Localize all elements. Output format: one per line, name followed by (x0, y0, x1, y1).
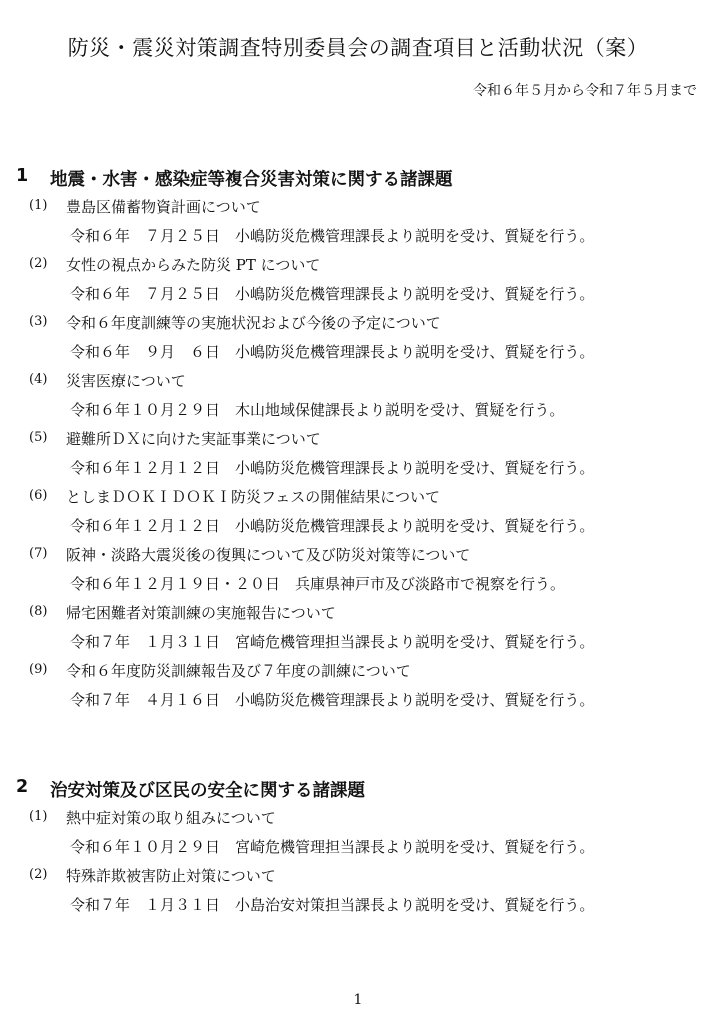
item-detail: 令和７年 １月３１日 宮崎危機管理担当課長より説明を受け、質疑を行う。 (70, 633, 595, 651)
item-title: 熱中症対策の取り組みについて (66, 809, 276, 827)
item-detail: 令和６年１２月１２日 小嶋防災危機管理課長より説明を受け、質疑を行う。 (70, 459, 595, 477)
item-number: (6) (29, 488, 48, 503)
section-2 (0, 777, 716, 923)
item-title: 災害医療について (66, 372, 186, 390)
document-title: 防災・震災対策調査特別委員会の調査項目と活動状況（案） (67, 36, 649, 60)
list-item (0, 660, 716, 718)
item-title: 令和６年度防災訓練報告及び７年度の訓練について (66, 662, 411, 680)
item-title: 豊島区備蓄物資計画について (66, 198, 261, 216)
item-title: 特殊詐欺被害防止対策について (66, 867, 276, 885)
period-text: 令和６年５月から令和７年５月まで (473, 83, 697, 99)
section-number: 2 (16, 777, 29, 797)
list-item (0, 370, 716, 428)
list-item (0, 486, 716, 544)
item-detail: 令和６年 ９月 ６日 小嶋防災危機管理課長より説明を受け、質疑を行う。 (70, 343, 595, 361)
item-number: (4) (29, 372, 48, 387)
list-item (0, 196, 716, 254)
list-item (0, 865, 716, 923)
list-item (0, 807, 716, 865)
section-heading (0, 166, 716, 196)
section-title: 治安対策及び区民の安全に関する諸課題 (50, 781, 365, 801)
list-item (0, 312, 716, 370)
list-item (0, 254, 716, 312)
item-detail: 令和６年１２月１９日・２０日 兵庫県神戸市及び淡路市で視察を行う。 (70, 575, 566, 593)
item-number: (2) (29, 867, 48, 882)
item-title: 帰宅困難者対策訓練の実施報告について (66, 604, 336, 622)
item-detail: 令和６年１２月１２日 小嶋防災危機管理課長より説明を受け、質疑を行う。 (70, 517, 595, 535)
section-number: 1 (16, 166, 29, 186)
item-detail: 令和６年１０月２９日 宮崎危機管理担当課長より説明を受け、質疑を行う。 (70, 838, 595, 856)
item-detail: 令和７年 ４月１６日 小嶋防災危機管理課長より説明を受け、質疑を行う。 (70, 691, 595, 709)
item-detail: 令和７年 １月３１日 小島治安対策担当課長より説明を受け、質疑を行う。 (70, 896, 595, 914)
item-detail: 令和６年 ７月２５日 小嶋防災危機管理課長より説明を受け、質疑を行う。 (70, 227, 595, 245)
item-number: (3) (29, 314, 48, 329)
page-number: 1 (353, 992, 363, 1008)
item-title: 阪神・淡路大震災後の復興について及び防災対策等について (66, 546, 471, 564)
item-number: (2) (29, 256, 48, 271)
list-item (0, 544, 716, 602)
item-number: (7) (29, 546, 48, 561)
item-title: 令和６年度訓練等の実施状況および今後の予定について (66, 314, 441, 332)
list-item (0, 602, 716, 660)
section-heading (0, 777, 716, 807)
item-title: 女性の視点からみた防災 PT について (66, 256, 321, 274)
item-title: としまＤＯＫＩＤＯＫＩ防災フェスの開催結果について (66, 488, 440, 506)
item-detail: 令和６年 ７月２５日 小嶋防災危機管理課長より説明を受け、質疑を行う。 (70, 285, 595, 303)
item-number: (5) (29, 430, 48, 445)
section-title: 地震・水害・感染症等複合災害対策に関する諸課題 (50, 170, 453, 190)
item-title: 避難所ＤＸに向けた実証事業について (66, 430, 321, 448)
list-item (0, 428, 716, 486)
section-1 (0, 166, 716, 718)
item-number: (1) (29, 809, 48, 824)
item-number: (9) (29, 662, 48, 677)
item-detail: 令和６年１０月２９日 木山地域保健課長より説明を受け、質疑を行う。 (70, 401, 565, 419)
item-number: (8) (29, 604, 48, 619)
item-number: (1) (29, 198, 48, 213)
